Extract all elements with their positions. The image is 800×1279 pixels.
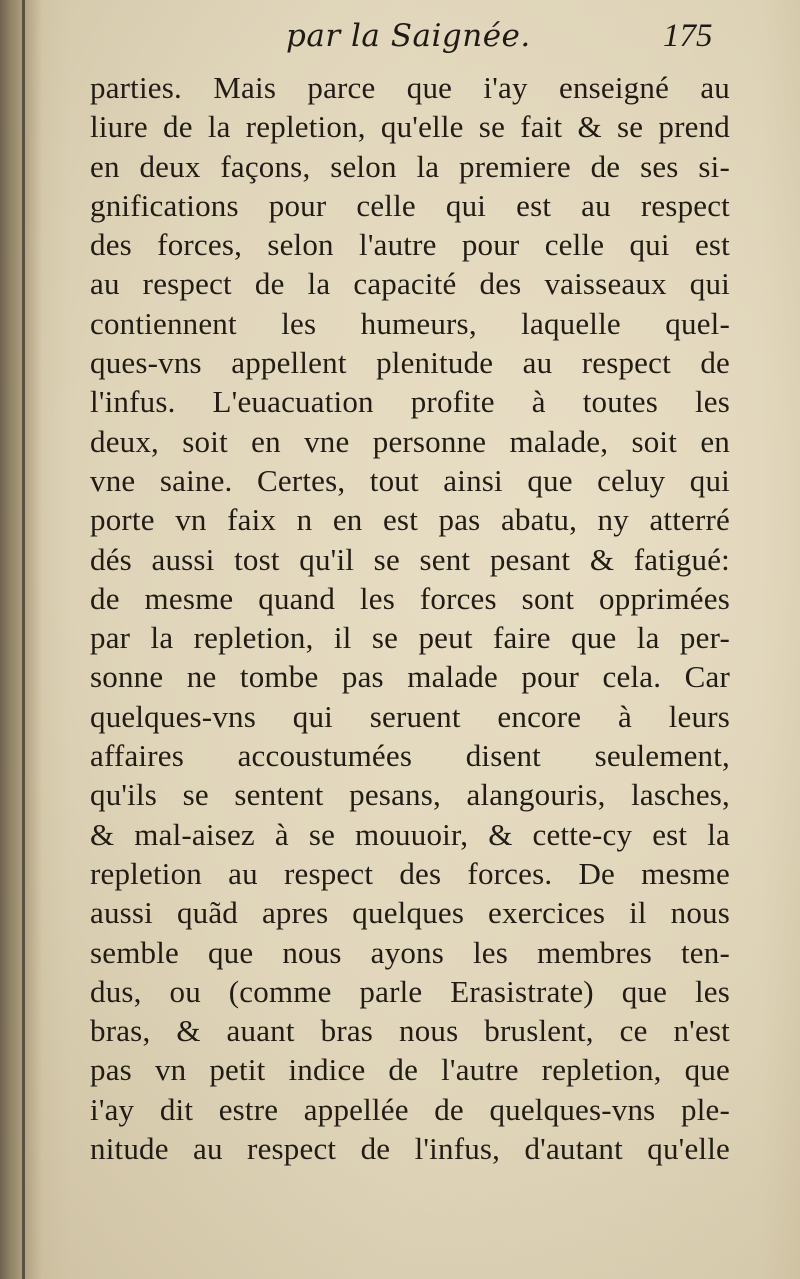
- text-line: semble que nous ayons les membres ten-: [90, 934, 730, 970]
- text-line: repletion au respect des forces. De mesme: [90, 855, 730, 891]
- text-line: au respect de la capacité des vaisseaux qui: [90, 266, 730, 302]
- text-line: gnifications pour celle qui est au respect: [90, 187, 730, 223]
- text-line: pas vn petit indice de l'autre repletion, que: [90, 1052, 730, 1088]
- text-line: en deux façons, selon la premiere de ses si-: [90, 148, 730, 184]
- binding-gutter: [0, 0, 42, 1279]
- binding-fold-line: [22, 0, 25, 1279]
- text-line: contiennent les humeurs, laquelle quel-: [90, 305, 730, 341]
- text-line: dés aussi tost qu'il se sent pesant & fatigué:: [90, 541, 730, 577]
- running-head: par la Saignée.: [286, 18, 531, 54]
- text-line: i'ay dit estre appellée de quelques-vns ple-: [90, 1091, 730, 1127]
- text-line: aussi quãd apres quelques exercices il nous: [90, 895, 730, 931]
- text-line: & mal-aisez à se mouuoir, & cette-cy est la: [90, 816, 730, 852]
- text-line: affaires accoustumées disent seulement,: [90, 738, 730, 774]
- text-line: porte vn faix n en est pas abatu, ny atterré: [90, 502, 730, 538]
- text-line: vne saine. Certes, tout ainsi que celuy qui: [90, 462, 730, 498]
- text-line: liure de la repletion, qu'elle se fait & se prend: [90, 109, 730, 145]
- text-line: bras, & auant bras nous bruslent, ce n'est: [90, 1013, 730, 1049]
- text-line: deux, soit en vne personne malade, soit en: [90, 423, 730, 459]
- text-line: des forces, selon l'autre pour celle qui est: [90, 227, 730, 263]
- text-line: ques-vns appellent plenitude au respect de: [90, 345, 730, 381]
- text-line: l'infus. L'euacuation profite à toutes les: [90, 384, 730, 420]
- text-line: de mesme quand les forces sont opprimées: [90, 580, 730, 616]
- body-text: [90, 68, 730, 1168]
- text-line: quelques-vns qui seruent encore à leurs: [90, 698, 730, 734]
- text-line: sonne ne tombe pas malade pour cela. Car: [90, 659, 730, 695]
- page-number: 175: [663, 18, 713, 54]
- text-line: dus, ou (comme parle Erasistrate) que les: [90, 973, 730, 1009]
- text-line: nitude au respect de l'infus, d'autant qu'elle: [90, 1131, 730, 1167]
- text-line: qu'ils se sentent pesans, alangouris, lasches,: [90, 777, 730, 813]
- text-line: par la repletion, il se peut faire que la per-: [90, 620, 730, 656]
- text-line: parties. Mais parce que i'ay enseigné au: [90, 70, 730, 105]
